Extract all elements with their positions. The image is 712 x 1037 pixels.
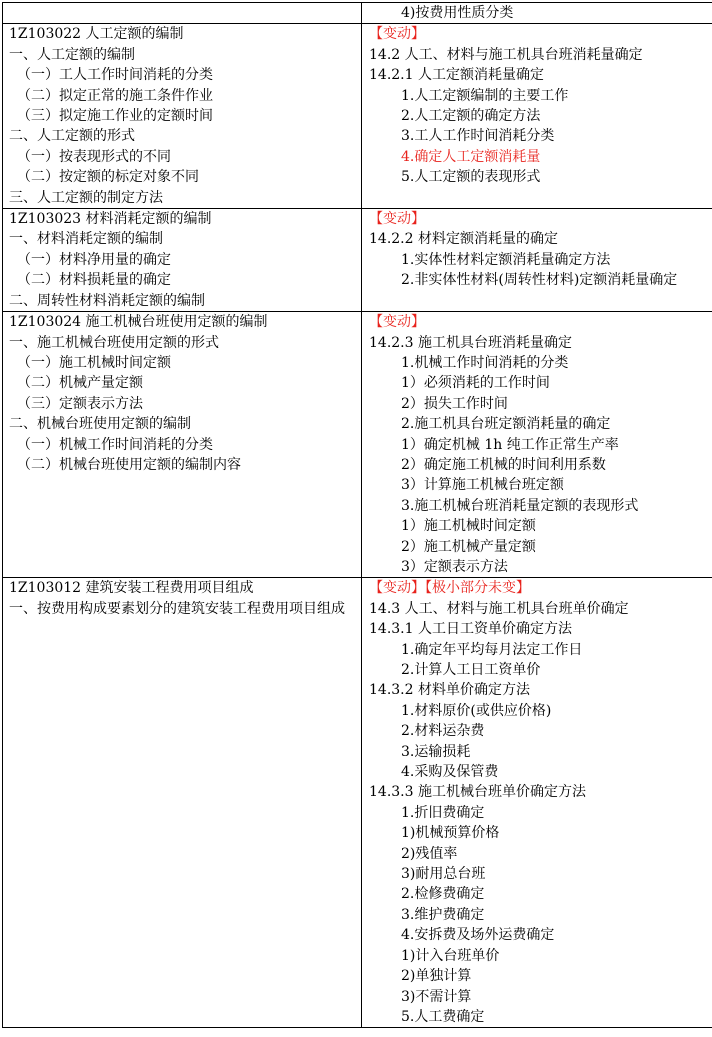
old-syllabus-cell bbox=[3, 24, 362, 209]
new-syllabus-cell bbox=[362, 3, 712, 24]
change-note: 4.确定人工定额消耗量 bbox=[401, 148, 541, 165]
outline-line: 2）施工机械产量定额 bbox=[401, 538, 536, 555]
outline-line: 3.运输损耗 bbox=[401, 743, 471, 760]
outline-line: 14.3.1 人工日工资单价确定方法 bbox=[369, 621, 572, 638]
new-syllabus-cell bbox=[362, 24, 712, 209]
outline-line: 3.工人工作时间消耗分类 bbox=[401, 128, 555, 145]
outline-line: 2.人工定额的确定方法 bbox=[401, 108, 541, 125]
outline-line: 二、周转性材料消耗定额的编制 bbox=[9, 292, 205, 309]
change-note: 【变动】 bbox=[369, 26, 425, 43]
outline-line: 1Z103024 施工机械台班使用定额的编制 bbox=[9, 314, 268, 331]
outline-line: 3）定额表示方法 bbox=[401, 558, 508, 575]
outline-line: 1Z103022 人工定额的编制 bbox=[9, 26, 184, 43]
outline-line: 一、按费用构成要素划分的建筑安装工程费用项目组成 bbox=[9, 600, 345, 617]
old-syllabus-cell bbox=[3, 578, 362, 1028]
change-note: 【变动】 bbox=[369, 211, 425, 228]
table-row bbox=[3, 24, 712, 209]
outline-line: 2.材料运杂费 bbox=[401, 723, 485, 740]
outline-line: （一）施工机械时间定额 bbox=[17, 354, 171, 371]
outline-line: 4)按费用性质分类 bbox=[401, 5, 514, 21]
outline-line: （三）拟定施工作业的定额时间 bbox=[17, 108, 213, 125]
new-syllabus-cell bbox=[362, 312, 712, 578]
outline-line: （二）材料损耗量的确定 bbox=[17, 272, 171, 289]
outline-line: （三）定额表示方法 bbox=[17, 395, 143, 412]
outline-line: 2.施工机具台班定额消耗量的确定 bbox=[401, 416, 611, 433]
old-syllabus-cell bbox=[3, 3, 362, 24]
outline-line: 14.3.3 施工机械台班单价确定方法 bbox=[369, 784, 586, 801]
outline-line: （一）工人工作时间消耗的分类 bbox=[17, 67, 213, 84]
outline-line: 5.人工费确定 bbox=[401, 1008, 485, 1025]
change-note: 【变动】 bbox=[369, 314, 425, 331]
outline-line: 1.人工定额编制的主要工作 bbox=[401, 87, 569, 104]
outline-line: 2.计算人工日工资单价 bbox=[401, 662, 541, 678]
outline-line: 1）必须消耗的工作时间 bbox=[401, 375, 550, 392]
outline-line: 4.采购及保管费 bbox=[401, 764, 499, 781]
outline-line: 14.3 人工、材料与施工机具台班单价确定 bbox=[369, 600, 629, 617]
change-note: 【变动】【极小部分未变】 bbox=[369, 580, 530, 597]
new-syllabus-cell bbox=[362, 578, 712, 1028]
outline-line: 3.施工机械台班消耗量定额的表现形式 bbox=[401, 497, 639, 514]
outline-line: 2)残值率 bbox=[401, 845, 458, 862]
outline-line: 一、人工定额的编制 bbox=[9, 46, 135, 63]
outline-line: 3.维护费确定 bbox=[401, 906, 485, 923]
outline-line: 5.人工定额的表现形式 bbox=[401, 169, 541, 186]
outline-line: （二）机械台班使用定额的编制内容 bbox=[17, 456, 241, 473]
table-row bbox=[3, 312, 712, 578]
old-syllabus-cell bbox=[3, 312, 362, 578]
table-body bbox=[3, 3, 712, 1028]
outline-line: 3）计算施工机械台班定额 bbox=[401, 477, 564, 494]
outline-line: 14.2.2 材料定额消耗量的确定 bbox=[369, 231, 558, 248]
outline-line: 一、材料消耗定额的编制 bbox=[9, 231, 163, 248]
outline-line: 3)耐用总台班 bbox=[401, 866, 486, 883]
outline-line: 3)不需计算 bbox=[401, 988, 472, 1005]
outline-line: 2)单独计算 bbox=[401, 968, 472, 985]
outline-line: 1.材料原价(或供应价格) bbox=[401, 702, 552, 719]
old-syllabus-cell bbox=[3, 209, 362, 312]
table-row bbox=[3, 209, 712, 312]
outline-line: 1Z103012 建筑安装工程费用项目组成 bbox=[9, 580, 254, 597]
outline-line: 1.实体性材料定额消耗量确定方法 bbox=[401, 251, 611, 268]
outline-line: 1)机械预算价格 bbox=[401, 825, 500, 842]
outline-line: 2.非实体性材料(周转性材料)定额消耗量确定 bbox=[401, 272, 678, 289]
outline-line: 14.2.3 施工机具台班消耗量确定 bbox=[369, 334, 572, 351]
outline-line: （一）机械工作时间消耗的分类 bbox=[17, 436, 213, 453]
outline-line: （二）机械产量定额 bbox=[17, 375, 143, 392]
outline-line: 14.3.2 材料单价确定方法 bbox=[369, 682, 530, 699]
outline-line: 14.2.1 人工定额消耗量确定 bbox=[369, 67, 544, 84]
outline-line: 1）施工机械时间定额 bbox=[401, 518, 536, 535]
new-syllabus-cell bbox=[362, 209, 712, 312]
outline-line: （二）按定额的标定对象不同 bbox=[17, 169, 199, 186]
outline-line: 1.折旧费确定 bbox=[401, 804, 485, 821]
outline-line: 1）确定机械 1h 纯工作正常生产率 bbox=[401, 436, 619, 453]
outline-line: 14.2 人工、材料与施工机具台班消耗量确定 bbox=[369, 46, 643, 63]
outline-line: 2.检修费确定 bbox=[401, 886, 485, 903]
outline-line: 二、机械台班使用定额的编制 bbox=[9, 416, 191, 433]
outline-line: 二、人工定额的形式 bbox=[9, 128, 135, 145]
outline-line: 三、人工定额的制定方法 bbox=[9, 189, 163, 206]
table-row bbox=[3, 3, 712, 24]
outline-line: 2）损失工作时间 bbox=[401, 395, 508, 412]
outline-line: 1.确定年平均每月法定工作日 bbox=[401, 641, 583, 658]
outline-line: 2）确定施工机械的时间利用系数 bbox=[401, 456, 606, 473]
outline-line: 1Z103023 材料消耗定额的编制 bbox=[9, 211, 212, 228]
outline-line: 1.机械工作时间消耗的分类 bbox=[401, 354, 569, 371]
table-row bbox=[3, 578, 712, 1028]
outline-line: （一）按表现形式的不同 bbox=[17, 148, 171, 165]
outline-line: 4.安拆费及场外运费确定 bbox=[401, 927, 555, 944]
comparison-table bbox=[2, 2, 712, 1028]
outline-line: 1)计入台班单价 bbox=[401, 947, 500, 964]
outline-line: 一、施工机械台班使用定额的形式 bbox=[9, 334, 219, 351]
outline-line: （一）材料净用量的确定 bbox=[17, 251, 171, 268]
outline-line: （二）拟定正常的施工条件作业 bbox=[17, 87, 213, 104]
